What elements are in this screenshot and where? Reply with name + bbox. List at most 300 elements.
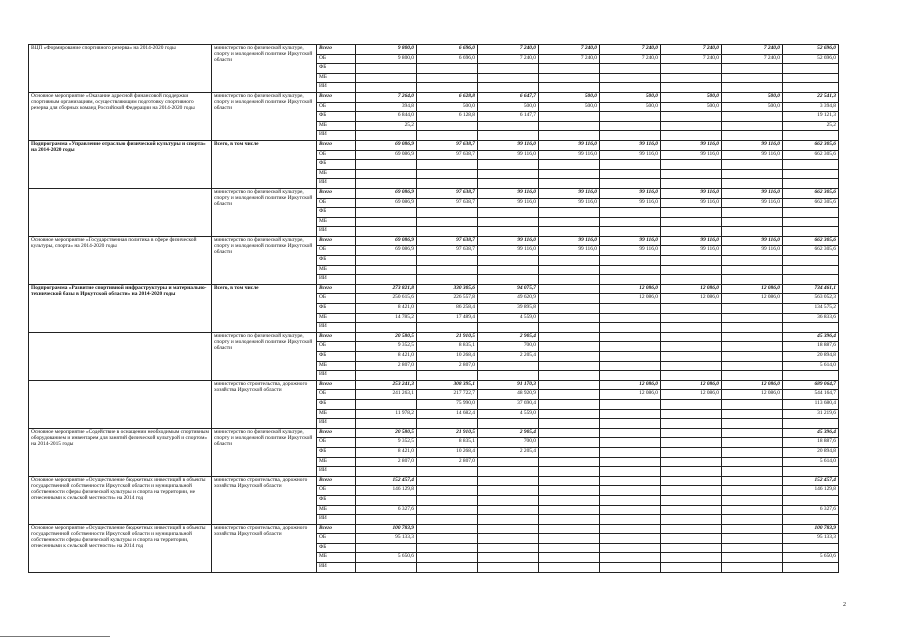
amount-cell <box>539 361 600 371</box>
amount-cell <box>722 83 783 93</box>
amount-cell <box>600 256 661 266</box>
amount-cell <box>478 179 539 189</box>
amount-cell <box>539 476 600 486</box>
responsible-executor-cell: министерство строительства, дорожного хозяйства Иркутской области <box>212 380 317 428</box>
amount-cell: 146 129,8 <box>356 486 417 496</box>
amount-cell <box>539 131 600 141</box>
amount-cell <box>356 265 417 275</box>
amount-cell <box>356 495 417 505</box>
amount-cell: 8 421,0 <box>356 304 417 314</box>
program-name-cell: Подпрограмма «Управление отраслью физической культуры и спорта» на 2014-2020 годы <box>29 140 212 188</box>
total-amount-cell <box>783 467 839 477</box>
amount-cell <box>478 486 539 496</box>
amount-cell <box>539 428 600 438</box>
amount-cell <box>722 361 783 371</box>
amount-cell <box>539 553 600 563</box>
total-amount-cell: 662 305,6 <box>783 236 839 246</box>
amount-cell <box>356 169 417 179</box>
funding-source-cell: Всего <box>317 45 356 55</box>
responsible-executor-cell: министерство по физической культуре, спорту и молодежной политике Иркутской области <box>212 236 317 284</box>
amount-cell <box>600 428 661 438</box>
amount-cell: 12 086,0 <box>600 284 661 294</box>
amount-cell <box>539 486 600 496</box>
amount-cell <box>417 256 478 266</box>
amount-cell <box>478 467 539 477</box>
amount-cell: 9 352,5 <box>356 438 417 448</box>
amount-cell <box>722 495 783 505</box>
amount-cell: 12 086,0 <box>661 284 722 294</box>
amount-cell <box>722 515 783 525</box>
amount-cell: 97 638,7 <box>417 198 478 208</box>
amount-cell <box>417 486 478 496</box>
amount-cell <box>661 428 722 438</box>
amount-cell <box>661 217 722 227</box>
amount-cell: 99 116,0 <box>722 246 783 256</box>
amount-cell <box>478 256 539 266</box>
amount-cell: 6 647,7 <box>478 92 539 102</box>
funding-source-cell: Всего <box>317 380 356 390</box>
amount-cell: 97 638,7 <box>417 188 478 198</box>
amount-cell: 12 086,0 <box>600 390 661 400</box>
amount-cell <box>661 361 722 371</box>
amount-cell <box>600 160 661 170</box>
amount-cell <box>539 64 600 74</box>
total-amount-cell: 31 219,6 <box>783 409 839 419</box>
amount-cell <box>417 563 478 573</box>
amount-cell: 7 240,0 <box>539 45 600 55</box>
amount-cell <box>661 160 722 170</box>
amount-cell: 10 268,4 <box>417 447 478 457</box>
amount-cell <box>722 409 783 419</box>
amount-cell <box>356 371 417 381</box>
table-row <box>29 140 839 150</box>
amount-cell <box>661 543 722 553</box>
amount-cell <box>478 131 539 141</box>
funding-source-cell: ИИ <box>317 83 356 93</box>
amount-cell <box>539 323 600 333</box>
amount-cell <box>600 515 661 525</box>
amount-cell <box>661 399 722 409</box>
amount-cell: 500,0 <box>661 92 722 102</box>
total-amount-cell: 146 129,8 <box>783 486 839 496</box>
amount-cell <box>539 179 600 189</box>
amount-cell <box>600 467 661 477</box>
amount-cell: 500,0 <box>478 102 539 112</box>
amount-cell <box>539 217 600 227</box>
amount-cell: 99 116,0 <box>661 236 722 246</box>
amount-cell <box>356 64 417 74</box>
funding-source-cell: ИИ <box>317 563 356 573</box>
funding-source-cell: ИИ <box>317 467 356 477</box>
amount-cell: 69 086,9 <box>356 246 417 256</box>
program-name-cell: Основное мероприятие «Осуществление бюджетных инвестиций в объекты государственной собственности Иркутской области и муниципальной собственности сферы физической культуры и спорта на территории, отнесенными к сельской местности» на 2014 год <box>29 524 212 572</box>
amount-cell: 7 240,0 <box>478 54 539 64</box>
amount-cell: 7 240,0 <box>478 45 539 55</box>
amount-cell <box>661 112 722 122</box>
amount-cell <box>417 371 478 381</box>
amount-cell: 14 785,2 <box>356 313 417 323</box>
amount-cell <box>356 131 417 141</box>
amount-cell: 500,0 <box>661 102 722 112</box>
amount-cell <box>539 457 600 467</box>
total-amount-cell: 25,2 <box>783 121 839 131</box>
total-amount-cell: 52 696,0 <box>783 45 839 55</box>
program-name-cell: Основное мероприятие «Содействие в оснащении необходимым спортивным оборудованием и инвентарем для занятий физической культурой и спортом» на 2014-2015 годы <box>29 428 212 476</box>
total-amount-cell: 18 887,6 <box>783 438 839 448</box>
amount-cell <box>417 265 478 275</box>
amount-cell: 20 580,5 <box>356 428 417 438</box>
amount-cell: 97 638,7 <box>417 140 478 150</box>
amount-cell: 2 807,0 <box>356 457 417 467</box>
amount-cell <box>417 179 478 189</box>
amount-cell <box>539 371 600 381</box>
amount-cell: 99 116,0 <box>661 140 722 150</box>
amount-cell <box>539 160 600 170</box>
amount-cell: 7 240,0 <box>722 45 783 55</box>
total-amount-cell: 5 614,0 <box>783 361 839 371</box>
funding-source-cell: Всего <box>317 284 356 294</box>
total-amount-cell <box>783 371 839 381</box>
amount-cell <box>478 227 539 237</box>
funding-source-cell: ФБ <box>317 543 356 553</box>
amount-cell: 700,0 <box>478 438 539 448</box>
amount-cell <box>600 361 661 371</box>
total-amount-cell: 19 121,3 <box>783 112 839 122</box>
amount-cell: 226 557,8 <box>417 294 478 304</box>
amount-cell <box>722 524 783 534</box>
amount-cell <box>417 160 478 170</box>
amount-cell <box>478 563 539 573</box>
amount-cell <box>539 380 600 390</box>
total-amount-cell: 662 305,6 <box>783 188 839 198</box>
amount-cell: 6 696,0 <box>417 45 478 55</box>
funding-source-cell: МБ <box>317 169 356 179</box>
amount-cell <box>600 438 661 448</box>
amount-cell <box>661 524 722 534</box>
amount-cell: 241 263,1 <box>356 390 417 400</box>
funding-source-cell: ОБ <box>317 150 356 160</box>
funding-source-cell: ИИ <box>317 515 356 525</box>
amount-cell <box>417 505 478 515</box>
funding-source-cell: ФБ <box>317 352 356 362</box>
amount-cell <box>539 112 600 122</box>
amount-cell <box>478 160 539 170</box>
funding-source-cell: Всего <box>317 332 356 342</box>
responsible-executor-cell: министерство строительства, дорожного хозяйства Иркутской области <box>212 476 317 524</box>
total-amount-cell <box>783 419 839 429</box>
total-amount-cell <box>783 217 839 227</box>
amount-cell <box>661 486 722 496</box>
amount-cell <box>478 524 539 534</box>
amount-cell: 7 240,0 <box>661 54 722 64</box>
amount-cell <box>539 83 600 93</box>
amount-cell <box>600 121 661 131</box>
amount-cell <box>661 275 722 285</box>
amount-cell: 99 116,0 <box>600 140 661 150</box>
amount-cell <box>539 543 600 553</box>
amount-cell <box>600 304 661 314</box>
total-amount-cell <box>783 73 839 83</box>
amount-cell <box>600 543 661 553</box>
amount-cell: 69 086,9 <box>356 140 417 150</box>
funding-source-cell: Всего <box>317 188 356 198</box>
amount-cell: 7 240,0 <box>722 54 783 64</box>
amount-cell: 8 421,0 <box>356 352 417 362</box>
funding-source-cell: ИИ <box>317 419 356 429</box>
amount-cell: 2 807,0 <box>417 457 478 467</box>
amount-cell <box>722 457 783 467</box>
amount-cell: 12 086,0 <box>661 380 722 390</box>
responsible-executor-cell: Всего, в том числе <box>212 284 317 332</box>
amount-cell: 2 205,4 <box>478 352 539 362</box>
amount-cell <box>661 371 722 381</box>
amount-cell <box>722 160 783 170</box>
amount-cell: 250 615,6 <box>356 294 417 304</box>
amount-cell <box>661 534 722 544</box>
amount-cell <box>478 64 539 74</box>
amount-cell: 6 147,7 <box>478 112 539 122</box>
amount-cell: 99 116,0 <box>539 188 600 198</box>
funding-source-cell: Всего <box>317 236 356 246</box>
amount-cell: 75 990,0 <box>417 399 478 409</box>
amount-cell: 7 240,0 <box>661 45 722 55</box>
amount-cell <box>478 371 539 381</box>
amount-cell <box>478 169 539 179</box>
amount-cell: 5 650,6 <box>356 553 417 563</box>
amount-cell <box>539 352 600 362</box>
amount-cell <box>478 361 539 371</box>
amount-cell: 700,0 <box>478 342 539 352</box>
total-amount-cell: 563 052,3 <box>783 294 839 304</box>
amount-cell: 21 910,5 <box>417 332 478 342</box>
amount-cell <box>356 83 417 93</box>
amount-cell: 20 580,5 <box>356 332 417 342</box>
amount-cell <box>539 256 600 266</box>
total-amount-cell <box>783 495 839 505</box>
funding-source-cell: ИИ <box>317 179 356 189</box>
funding-source-cell: МБ <box>317 121 356 131</box>
amount-cell <box>600 505 661 515</box>
amount-cell <box>539 399 600 409</box>
total-amount-cell <box>783 563 839 573</box>
amount-cell <box>722 399 783 409</box>
amount-cell: 99 116,0 <box>478 246 539 256</box>
amount-cell <box>600 265 661 275</box>
total-amount-cell <box>783 64 839 74</box>
total-amount-cell: 36 833,6 <box>783 313 839 323</box>
funding-source-cell: ФБ <box>317 304 356 314</box>
amount-cell <box>417 131 478 141</box>
total-amount-cell: 45 396,4 <box>783 428 839 438</box>
amount-cell <box>600 342 661 352</box>
amount-cell <box>722 447 783 457</box>
funding-source-cell: ФБ <box>317 495 356 505</box>
funding-source-cell: ОБ <box>317 294 356 304</box>
amount-cell: 99 116,0 <box>661 188 722 198</box>
amount-cell <box>722 332 783 342</box>
amount-cell <box>539 419 600 429</box>
amount-cell: 12 086,0 <box>722 390 783 400</box>
amount-cell <box>539 304 600 314</box>
total-amount-cell: 22 541,3 <box>783 92 839 102</box>
amount-cell: 99 116,0 <box>600 188 661 198</box>
funding-source-cell: ОБ <box>317 246 356 256</box>
amount-cell: 25,2 <box>356 121 417 131</box>
amount-cell <box>722 342 783 352</box>
amount-cell <box>722 313 783 323</box>
amount-cell <box>356 275 417 285</box>
page-number: 2 <box>843 602 846 608</box>
amount-cell <box>417 83 478 93</box>
amount-cell <box>539 563 600 573</box>
budget-table-page <box>28 44 838 573</box>
amount-cell <box>600 73 661 83</box>
amount-cell <box>478 217 539 227</box>
amount-cell: 97 638,7 <box>417 150 478 160</box>
total-amount-cell <box>783 275 839 285</box>
amount-cell <box>417 217 478 227</box>
amount-cell <box>600 534 661 544</box>
funding-source-cell: МБ <box>317 265 356 275</box>
amount-cell <box>661 352 722 362</box>
amount-cell: 99 116,0 <box>661 150 722 160</box>
amount-cell: 152 457,4 <box>356 476 417 486</box>
amount-cell <box>661 457 722 467</box>
amount-cell: 2 905,4 <box>478 332 539 342</box>
amount-cell: 69 086,9 <box>356 198 417 208</box>
amount-cell <box>417 524 478 534</box>
amount-cell <box>600 352 661 362</box>
amount-cell: 21 910,5 <box>417 428 478 438</box>
total-amount-cell <box>783 227 839 237</box>
total-amount-cell <box>783 208 839 218</box>
amount-cell <box>600 447 661 457</box>
amount-cell: 6 128,8 <box>417 112 478 122</box>
funding-source-cell: ФБ <box>317 64 356 74</box>
amount-cell <box>478 553 539 563</box>
funding-source-cell: МБ <box>317 505 356 515</box>
amount-cell <box>722 179 783 189</box>
amount-cell: 8 421,0 <box>356 447 417 457</box>
amount-cell: 12 086,0 <box>722 380 783 390</box>
amount-cell <box>417 169 478 179</box>
responsible-executor-cell: Всего, в том числе <box>212 140 317 188</box>
amount-cell <box>722 352 783 362</box>
amount-cell: 99 116,0 <box>478 140 539 150</box>
amount-cell <box>478 495 539 505</box>
amount-cell <box>661 83 722 93</box>
program-name-cell <box>29 188 212 236</box>
amount-cell <box>356 73 417 83</box>
total-amount-cell: 662 305,6 <box>783 246 839 256</box>
amount-cell <box>417 419 478 429</box>
amount-cell: 500,0 <box>539 102 600 112</box>
amount-cell <box>356 399 417 409</box>
funding-source-cell: ОБ <box>317 390 356 400</box>
amount-cell <box>539 265 600 275</box>
amount-cell <box>356 179 417 189</box>
amount-cell: 6 327,6 <box>356 505 417 515</box>
amount-cell: 273 821,8 <box>356 284 417 294</box>
total-amount-cell: 662 305,6 <box>783 198 839 208</box>
amount-cell <box>661 179 722 189</box>
amount-cell <box>600 457 661 467</box>
funding-source-cell: ФБ <box>317 399 356 409</box>
amount-cell <box>722 121 783 131</box>
amount-cell <box>661 332 722 342</box>
amount-cell <box>356 515 417 525</box>
amount-cell: 500,0 <box>600 102 661 112</box>
amount-cell <box>600 217 661 227</box>
amount-cell: 48 920,9 <box>478 390 539 400</box>
funding-source-cell: ОБ <box>317 198 356 208</box>
amount-cell: 69 086,9 <box>356 188 417 198</box>
amount-cell <box>356 227 417 237</box>
amount-cell: 99 116,0 <box>600 198 661 208</box>
amount-cell: 12 086,0 <box>722 294 783 304</box>
amount-cell <box>661 505 722 515</box>
amount-cell: 8 835,1 <box>417 342 478 352</box>
amount-cell: 14 682,4 <box>417 409 478 419</box>
funding-source-cell: ФБ <box>317 112 356 122</box>
total-amount-cell: 20 894,8 <box>783 447 839 457</box>
amount-cell: 12 086,0 <box>661 390 722 400</box>
amount-cell: 9 800,0 <box>356 45 417 55</box>
funding-source-cell: ИИ <box>317 371 356 381</box>
amount-cell <box>661 256 722 266</box>
amount-cell: 330 305,6 <box>417 284 478 294</box>
amount-cell: 4 559,0 <box>478 313 539 323</box>
amount-cell <box>661 495 722 505</box>
amount-cell <box>478 476 539 486</box>
amount-cell: 308 395,1 <box>417 380 478 390</box>
amount-cell <box>417 121 478 131</box>
amount-cell: 99 116,0 <box>539 198 600 208</box>
amount-cell <box>539 284 600 294</box>
amount-cell: 12 086,0 <box>661 294 722 304</box>
total-amount-cell <box>783 179 839 189</box>
amount-cell <box>600 371 661 381</box>
amount-cell: 86 258,4 <box>417 304 478 314</box>
amount-cell: 97 638,7 <box>417 236 478 246</box>
footer-rule <box>0 636 110 637</box>
responsible-executor-cell: министерство по физической культуре, спорту и молодежной политике Иркутской области <box>212 188 317 236</box>
amount-cell: 69 086,9 <box>356 236 417 246</box>
funding-source-cell: МБ <box>317 361 356 371</box>
amount-cell: 6 844,0 <box>356 112 417 122</box>
amount-cell <box>417 553 478 563</box>
amount-cell: 99 116,0 <box>600 150 661 160</box>
amount-cell <box>661 323 722 333</box>
amount-cell <box>661 438 722 448</box>
total-amount-cell: 734 461,1 <box>783 284 839 294</box>
amount-cell <box>722 486 783 496</box>
amount-cell <box>661 64 722 74</box>
program-name-cell <box>29 332 212 380</box>
amount-cell <box>722 553 783 563</box>
total-amount-cell <box>783 543 839 553</box>
table-row <box>29 188 839 198</box>
amount-cell <box>722 169 783 179</box>
amount-cell: 99 116,0 <box>539 236 600 246</box>
amount-cell: 99 116,0 <box>722 140 783 150</box>
total-amount-cell: 20 894,8 <box>783 352 839 362</box>
amount-cell: 99 116,0 <box>478 236 539 246</box>
amount-cell <box>539 342 600 352</box>
amount-cell <box>600 275 661 285</box>
total-amount-cell: 5 650,6 <box>783 553 839 563</box>
amount-cell <box>661 227 722 237</box>
